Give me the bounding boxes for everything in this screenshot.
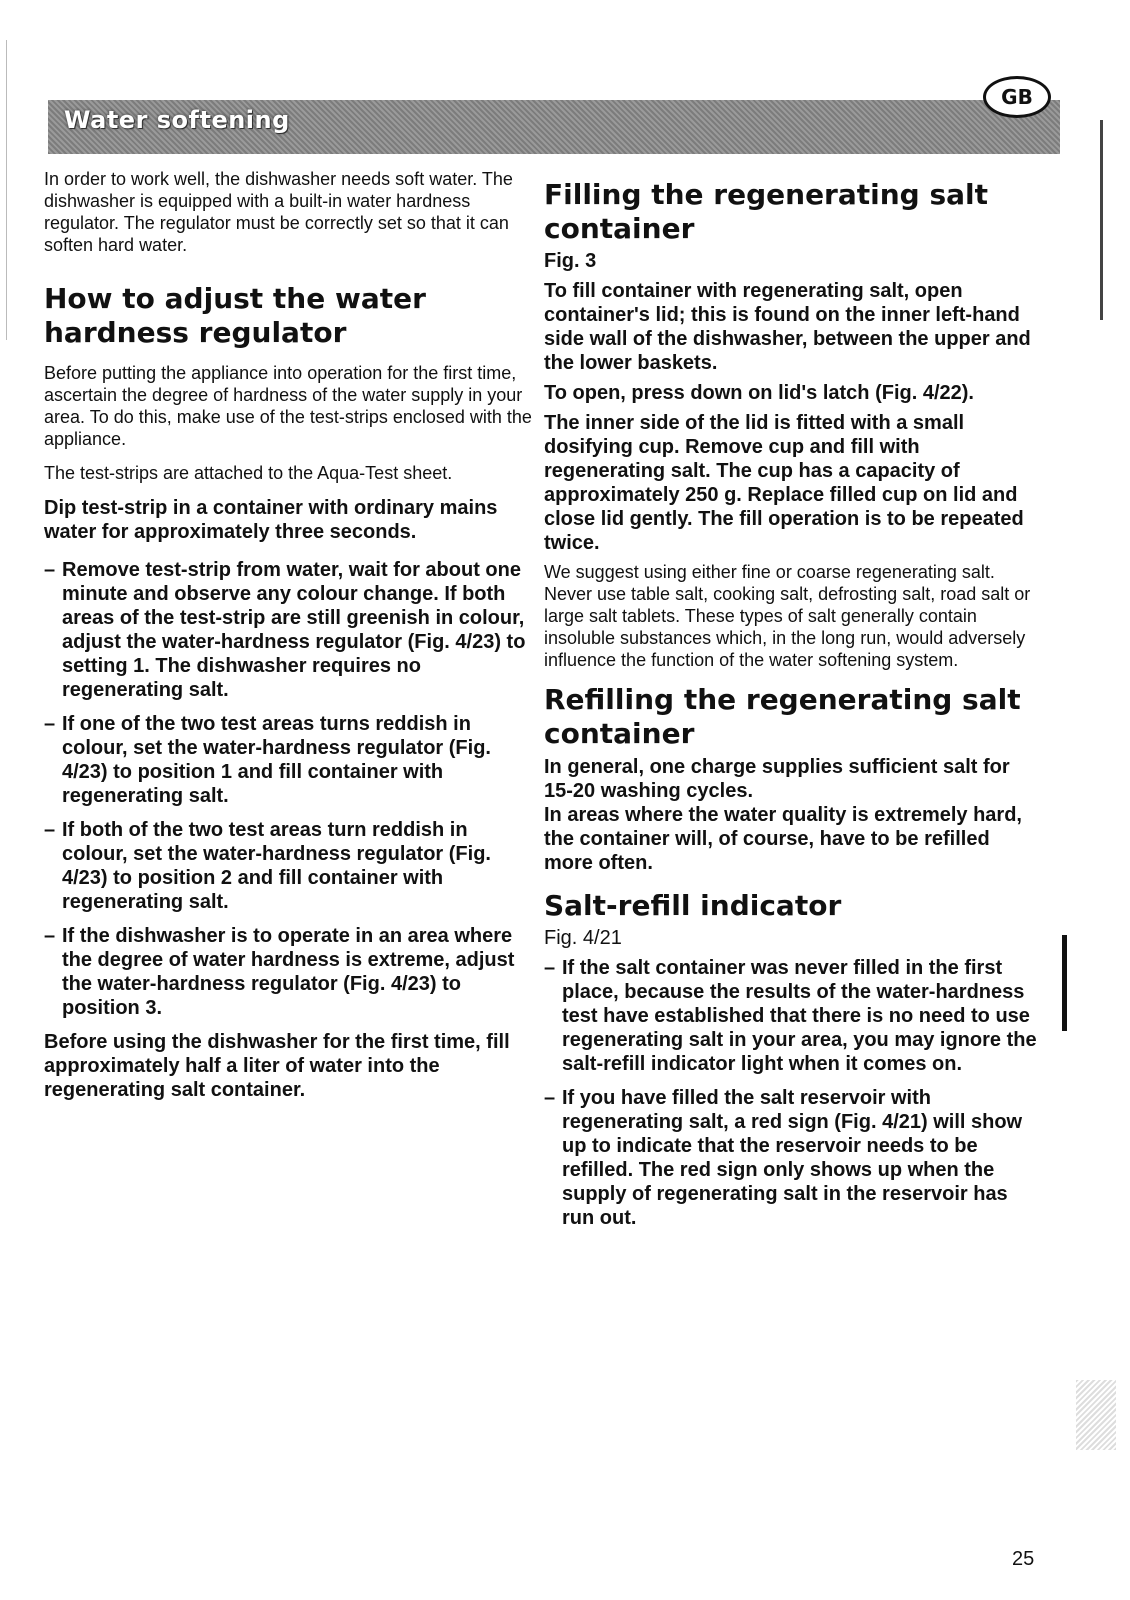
list-item: – If you have filled the salt reservoir with regenerating salt, a red sign (Fig. 4/21) will show up to indicate that the reservoir needs to be refilled. The red sign only shows up when the supply of regenerating salt in the reservoir has run out. [544, 1087, 1023, 1229]
scan-edge-mark [1062, 935, 1067, 1031]
list-item: – If the salt container was never filled in the first place, because the results of the water-hardness test have established that there is no need to use regenerating salt in your area, you may ignore the salt-refill indicator light when it comes on. [544, 957, 1037, 1075]
list-item: – If the dishwasher is to operate in an area where the degree of water hardness is extreme, adjust the water-hardness regulator (Fig. 4/23) to position 3. [44, 925, 515, 1019]
hardness-paragraph: Before putting the appliance into operation for the first time, ascertain the degree of hardness of the water supply in your area. To do this, make use of the test-strips enclosed with the appliance. [44, 363, 532, 449]
scan-noise [1076, 1380, 1116, 1450]
list-item: – If both of the two test areas turn reddish in colour, set the water-hardness regulator (Fig. 4/23) to position 2 and fill container with regenerating salt. [44, 819, 491, 913]
dash-icon: – [44, 925, 56, 947]
dash-icon: – [44, 819, 56, 841]
page-number: 25 [1012, 1548, 1035, 1570]
intro-paragraph: In order to work well, the dishwasher needs soft water. The dishwasher is equipped with a built-in water hardness regulator. The regulator must be correctly set so that it can soften hard water. [44, 169, 513, 255]
right-column [544, 178, 1044, 1240]
adjust-heading: How to adjust the water hardness regulator [44, 282, 426, 349]
dash-icon: – [544, 1087, 556, 1109]
section-title: Water softening [64, 106, 290, 134]
left-column [44, 168, 534, 1108]
list-item: – If one of the two test areas turns reddish in colour, set the water-hardness regulator (Fig. 4/23) to position 1 and fill container with regenerating salt. [44, 713, 491, 807]
fill-paragraph-3: The inner side of the lid is fitted with a small dosifying cup. Remove cup and fill with regenerating salt. The cup has a capacity of approximately 250 g. Replace filled cup on lid and close lid gently. The fill operation is to be repeated twice. [544, 412, 1024, 554]
fill-paragraph-2: To open, press down on lid's latch (Fig. 4/22). [544, 382, 974, 404]
dash-icon: – [44, 713, 56, 735]
indicator-figure-ref: Fig. 4/21 [544, 927, 622, 949]
fill-paragraph-1: To fill container with regenerating salt, open container's lid; this is found on the inner left-hand side wall of the dishwasher, between the upper and the lower baskets. [544, 280, 1031, 374]
indicator-heading: Salt-refill indicator [544, 889, 842, 922]
salt-note: We suggest using either fine or coarse regenerating salt. Never use table salt, cooking salt, defrosting salt, road salt or large salt tablets. These types of salt generally contain insoluble substances which, in the long run, would adversely influence the function of the water softening system. [544, 562, 1031, 670]
fill-heading: Filling the regenerating salt container [544, 178, 989, 245]
refill-paragraph-2: In areas where the water quality is extremely hard, the container will, of course, have to be refilled more often. [544, 804, 1022, 874]
dip-instruction: Dip test-strip in a container with ordinary mains water for approximately three seconds. [44, 497, 498, 543]
refill-paragraph-1: In general, one charge supplies sufficient salt for 15-20 washing cycles. [544, 756, 1010, 802]
scan-edge-line [6, 40, 7, 340]
test-strip-paragraph: The test-strips are attached to the Aqua-Test sheet. [44, 463, 453, 483]
language-badge: GB [983, 76, 1051, 118]
closing-instruction: Before using the dishwasher for the first time, fill approximately half a liter of water into the regenerating salt container. [44, 1031, 510, 1101]
refill-heading: Refilling the regenerating salt container [544, 683, 1021, 750]
dash-icon: – [44, 559, 56, 581]
list-item: – Remove test-strip from water, wait for about one minute and observe any colour change. If both areas of the test-strip are still greenish in colour, adjust the water-hardness regulator (Fig. 4/23) to setting 1. The dishwasher requires no regenerating salt. [44, 559, 526, 701]
fill-figure-ref: Fig. 3 [544, 250, 597, 272]
dash-icon: – [544, 957, 556, 979]
scan-edge-mark [1100, 120, 1103, 320]
